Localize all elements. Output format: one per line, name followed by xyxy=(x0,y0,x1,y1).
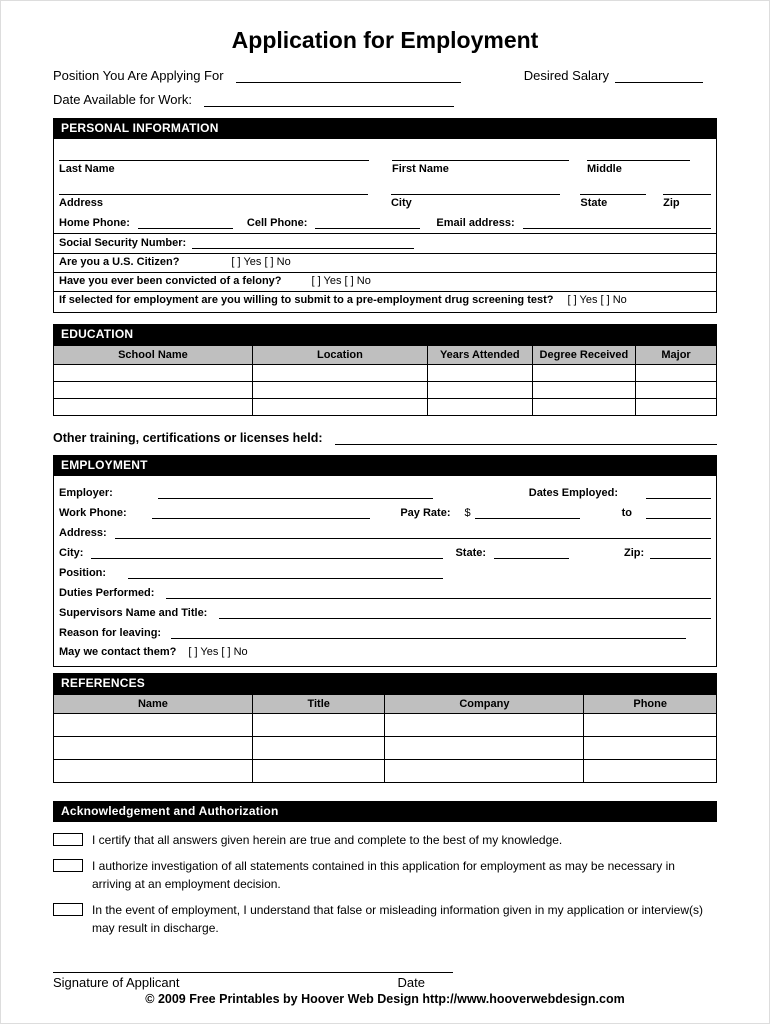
references-row xyxy=(54,737,717,760)
references-header: REFERENCES xyxy=(53,673,717,694)
signature-applicant-label: Signature of Applicant xyxy=(53,974,180,990)
employer-address-input[interactable] xyxy=(115,526,711,539)
first-name-label: First Name xyxy=(392,163,449,175)
work-phone-pay-row xyxy=(54,506,716,519)
references-cell[interactable] xyxy=(584,760,717,783)
education-cell[interactable] xyxy=(636,365,717,382)
references-header-row xyxy=(54,695,717,714)
education-cell[interactable] xyxy=(427,399,532,416)
education-cell[interactable] xyxy=(427,382,532,399)
contact-employer-question: May we contact them? xyxy=(59,646,177,658)
references-cell[interactable] xyxy=(54,760,253,783)
supervisor-row xyxy=(54,606,716,619)
signature-labels xyxy=(53,973,453,990)
zip-input[interactable] xyxy=(663,183,711,195)
address-input[interactable] xyxy=(59,183,368,195)
references-row xyxy=(54,714,717,737)
name-fields-row xyxy=(54,139,716,175)
education-row xyxy=(54,399,717,416)
date-available-label: Date Available for Work: xyxy=(53,92,192,107)
education-row xyxy=(54,382,717,399)
references-cell[interactable] xyxy=(252,737,385,760)
date-available-row xyxy=(53,92,717,107)
email-label: Email address: xyxy=(436,217,515,229)
page-title: Application for Employment xyxy=(231,27,539,53)
employer-state-input[interactable] xyxy=(494,546,569,559)
employer-input[interactable] xyxy=(158,486,433,499)
employer-address-label: Address: xyxy=(59,527,107,539)
ack-certify-checkbox[interactable] xyxy=(53,833,83,846)
education-table xyxy=(53,345,717,416)
cell-phone-label: Cell Phone: xyxy=(246,217,308,229)
work-phone-input[interactable] xyxy=(152,506,370,519)
pay-rate-to-label: to xyxy=(621,507,632,519)
last-name-input[interactable] xyxy=(59,149,369,161)
references-cell[interactable] xyxy=(54,714,253,737)
citizen-question: Are you a U.S. Citizen? xyxy=(59,256,180,268)
employer-city-row xyxy=(54,546,716,559)
signature-block xyxy=(53,961,453,990)
education-cell[interactable] xyxy=(532,382,635,399)
employer-label: Employer: xyxy=(59,487,113,499)
contact-employer-row xyxy=(54,646,716,658)
position-label: Position: xyxy=(59,567,107,579)
education-cell[interactable] xyxy=(54,365,253,382)
references-table xyxy=(53,694,717,783)
phone-email-row xyxy=(54,214,716,234)
education-cell[interactable] xyxy=(532,365,635,382)
work-phone-label: Work Phone: xyxy=(59,507,127,519)
personal-information-section xyxy=(53,139,717,313)
supervisor-label: Supervisors Name and Title: xyxy=(59,607,208,619)
desired-salary-label: Desired Salary xyxy=(523,68,609,83)
ack-authorize-checkbox[interactable] xyxy=(53,859,83,872)
duties-label: Duties Performed: xyxy=(59,587,155,599)
education-col-years: Years Attended xyxy=(427,346,532,365)
education-cell[interactable] xyxy=(54,399,253,416)
references-cell[interactable] xyxy=(584,714,717,737)
references-cell[interactable] xyxy=(252,760,385,783)
ack-item-authorize xyxy=(53,858,717,893)
felony-row xyxy=(54,273,716,292)
education-row xyxy=(54,365,717,382)
drug-yes-no-options[interactable]: [ ] Yes [ ] No xyxy=(567,294,627,306)
education-cell[interactable] xyxy=(427,365,532,382)
education-col-location: Location xyxy=(252,346,427,365)
dates-employed-label: Dates Employed: xyxy=(528,487,618,499)
citizen-row xyxy=(54,254,716,273)
state-label: State xyxy=(580,197,608,209)
employer-zip-label: Zip: xyxy=(624,547,645,559)
references-cell[interactable] xyxy=(385,737,584,760)
employer-state-label: State: xyxy=(455,547,487,559)
other-training-label: Other training, certifications or licenses held: xyxy=(53,431,323,445)
first-name-input[interactable] xyxy=(392,149,569,161)
education-cell[interactable] xyxy=(636,399,717,416)
references-cell[interactable] xyxy=(385,760,584,783)
position-row xyxy=(54,566,716,579)
education-header: EDUCATION xyxy=(53,324,717,345)
references-cell[interactable] xyxy=(252,714,385,737)
education-cell[interactable] xyxy=(252,382,427,399)
ack-item-certify xyxy=(53,832,717,849)
education-col-major: Major xyxy=(636,346,717,365)
education-cell[interactable] xyxy=(636,382,717,399)
position-salary-row xyxy=(53,68,717,83)
address-fields-row xyxy=(54,175,716,209)
citizen-yes-no-options[interactable]: [ ] Yes [ ] No xyxy=(231,256,291,268)
references-cell[interactable] xyxy=(54,737,253,760)
middle-name-input[interactable] xyxy=(587,149,690,161)
references-col-phone: Phone xyxy=(584,695,717,714)
middle-name-label: Middle xyxy=(587,163,622,175)
pay-rate-label: Pay Rate: xyxy=(400,507,451,519)
employer-address-row xyxy=(54,526,716,539)
last-name-label: Last Name xyxy=(59,163,115,175)
ack-item-discharge xyxy=(53,902,717,937)
signature-input[interactable] xyxy=(53,961,453,973)
position-input[interactable] xyxy=(128,566,443,579)
duties-row xyxy=(54,586,716,599)
education-cell[interactable] xyxy=(532,399,635,416)
references-col-name: Name xyxy=(54,695,253,714)
ack-discharge-text: In the event of employment, I understand that false or misleading information given in my application or interview(s) may result in discharge. xyxy=(92,903,703,935)
employer-row xyxy=(54,486,716,499)
reason-leaving-label: Reason for leaving: xyxy=(59,627,162,639)
drug-screening-row xyxy=(54,292,716,312)
education-col-school: School Name xyxy=(54,346,253,365)
employer-city-input[interactable] xyxy=(91,546,443,559)
other-training-row xyxy=(53,431,717,445)
city-label: City xyxy=(390,197,412,209)
home-phone-label: Home Phone: xyxy=(59,217,130,229)
ssn-row xyxy=(54,234,716,254)
signature-date-label: Date xyxy=(397,974,425,990)
ssn-label: Social Security Number: xyxy=(59,237,187,249)
education-cell[interactable] xyxy=(54,382,253,399)
employment-section xyxy=(53,476,717,667)
city-input[interactable] xyxy=(391,183,560,195)
ack-discharge-checkbox[interactable] xyxy=(53,903,83,916)
address-label: Address xyxy=(59,197,104,209)
ack-certify-text: I certify that all answers given herein are true and complete to the best of my knowledge. xyxy=(92,833,563,847)
education-header-row xyxy=(54,346,717,365)
felony-question: Have you ever been convicted of a felony? xyxy=(59,275,282,287)
desired-salary-input[interactable] xyxy=(615,70,703,83)
references-col-company: Company xyxy=(385,695,584,714)
personal-information-header: PERSONAL INFORMATION xyxy=(53,118,717,139)
felony-yes-no-options[interactable]: [ ] Yes [ ] No xyxy=(311,275,371,287)
references-col-title: Title xyxy=(252,695,385,714)
employer-city-label: City: xyxy=(59,547,84,559)
position-applying-input[interactable] xyxy=(236,70,461,83)
education-cell[interactable] xyxy=(252,399,427,416)
education-cell[interactable] xyxy=(252,365,427,382)
currency-symbol: $ xyxy=(464,507,471,519)
cell-phone-input[interactable] xyxy=(315,216,420,229)
employment-header: EMPLOYMENT xyxy=(53,455,717,476)
contact-yes-no-options[interactable]: [ ] Yes [ ] No xyxy=(188,646,248,658)
zip-label: Zip xyxy=(663,197,680,209)
pay-rate-to-input[interactable] xyxy=(646,506,711,519)
references-cell[interactable] xyxy=(584,737,717,760)
education-col-degree: Degree Received xyxy=(532,346,635,365)
other-training-input[interactable] xyxy=(335,432,717,445)
dates-employed-input[interactable] xyxy=(646,486,711,499)
drug-screening-question: If selected for employment are you willing to submit to a pre-employment drug screening test? xyxy=(59,294,554,306)
employer-zip-input[interactable] xyxy=(650,546,711,559)
ack-authorize-text: I authorize investigation of all statements contained in this application for employment as may be necessary in arriving at an employment decision. xyxy=(92,859,675,891)
date-available-input[interactable] xyxy=(204,94,454,107)
acknowledgement-header: Acknowledgement and Authorization xyxy=(53,801,717,822)
copyright-footer: © 2009 Free Printables by Hoover Web Design http://www.hooverwebdesign.com xyxy=(145,991,625,1006)
reason-leaving-input[interactable] xyxy=(171,626,686,639)
email-input[interactable] xyxy=(523,216,711,229)
ssn-input[interactable] xyxy=(192,236,414,249)
references-row xyxy=(54,760,717,783)
reason-leaving-row xyxy=(54,626,716,639)
pay-rate-from-input[interactable] xyxy=(475,506,580,519)
position-applying-label: Position You Are Applying For xyxy=(53,68,224,83)
duties-input[interactable] xyxy=(166,586,711,599)
state-input[interactable] xyxy=(580,183,646,195)
supervisor-input[interactable] xyxy=(219,606,711,619)
references-cell[interactable] xyxy=(385,714,584,737)
home-phone-input[interactable] xyxy=(138,216,233,229)
